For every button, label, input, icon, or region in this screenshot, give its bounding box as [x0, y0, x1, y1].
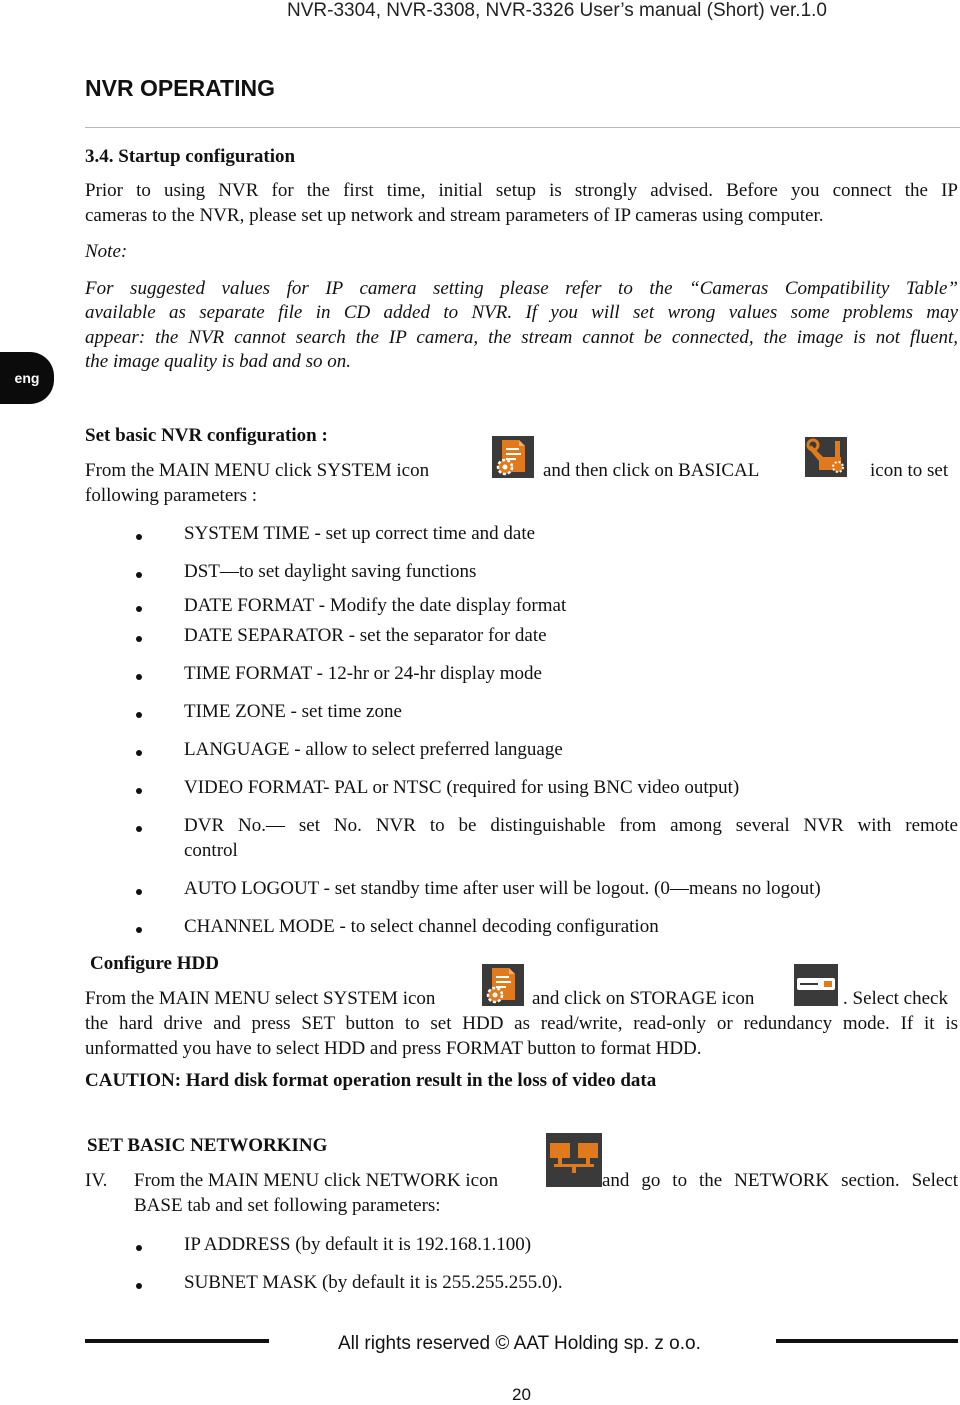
basic-config-heading: Set basic NVR configuration :: [85, 425, 328, 446]
note-line-4: the image quality is bad and so on.: [85, 351, 351, 372]
basic-tools-icon: [805, 437, 847, 477]
param-date-format: DATE FORMAT - Modify the date display format: [184, 595, 567, 616]
bullet: [136, 534, 142, 540]
network-line-1-b: and go to the NETWORK section. Select: [602, 1170, 958, 1191]
param-time-format: TIME FORMAT - 12-hr or 24-hr display mode: [184, 663, 542, 684]
basic-line-1-b: and then click on BASICAL: [543, 460, 760, 481]
basic-line-1-c: icon to set: [870, 460, 949, 481]
note-label: Note:: [85, 241, 128, 262]
footer-rule-right: [776, 1339, 958, 1343]
bullet: [136, 826, 142, 832]
note-line-2: available as separate file in CD added to NVR. If you will set wrong values some problems may: [85, 302, 958, 323]
bullet: [136, 606, 142, 612]
bullet: [136, 636, 142, 642]
param-time-zone: TIME ZONE - set time zone: [184, 701, 402, 722]
system-document-gear-icon: [492, 436, 534, 478]
bullet: [136, 712, 142, 718]
note-line-1: For suggested values for IP camera setting please refer to the “Cameras Compatibility Table”: [85, 278, 958, 299]
section-title: NVR OPERATING: [85, 75, 275, 101]
footer-rule-left: [85, 1339, 269, 1343]
param-dvr-no-cont: control: [184, 840, 238, 861]
network-numeral: IV.: [85, 1170, 108, 1191]
param-system-time: SYSTEM TIME - set up correct time and date: [184, 523, 536, 544]
basic-line-1-a: From the MAIN MENU click SYSTEM icon: [85, 460, 430, 481]
param-language: LANGUAGE - allow to select preferred language: [184, 739, 563, 760]
param-dst: DST—to set daylight saving functions: [184, 561, 477, 582]
param-dvr-no: DVR No.— set No. NVR to be distinguishable from among several NVR with remote: [184, 815, 958, 836]
startup-intro-line-1: Prior to using NVR for the first time, initial setup is strongly advised. Before you connect the IP: [85, 180, 958, 201]
hdd-line-1-b: and click on STORAGE icon: [532, 988, 755, 1009]
language-tab: eng: [0, 352, 54, 404]
bullet: [136, 788, 142, 794]
bullet: [136, 572, 142, 578]
caution-text: CAUTION: Hard disk format operation result in the loss of video data: [85, 1070, 657, 1091]
startup-intro-line-2: cameras to the NVR, please set up network and stream parameters of IP cameras using computer.: [85, 205, 824, 226]
param-subnet-mask: SUBNET MASK (by default it is 255.255.255.0).: [184, 1272, 563, 1293]
hdd-heading: Configure HDD: [90, 953, 219, 974]
network-line-1-a: From the MAIN MENU click NETWORK icon: [134, 1170, 499, 1191]
page-number: 20: [512, 1385, 531, 1404]
network-monitors-icon: [546, 1133, 602, 1187]
hdd-line-3: unformatted you have to select HDD and press FORMAT button to format HDD.: [85, 1038, 702, 1059]
param-ip-address: IP ADDRESS (by default it is 192.168.1.100): [184, 1234, 532, 1255]
startup-heading: 3.4. Startup configuration: [85, 146, 296, 167]
bullet: [136, 1245, 142, 1251]
network-line-2: BASE tab and set following parameters:: [134, 1195, 441, 1216]
running-header: NVR-3304, NVR-3308, NVR-3326 User’s manual (Short) ver.1.0: [287, 0, 827, 21]
note-line-3: appear: the NVR cannot search the IP camera, the stream cannot be connected, the image is not fluent,: [85, 327, 958, 348]
bullet: [136, 927, 142, 933]
bullet: [136, 889, 142, 895]
param-channel-mode: CHANNEL MODE - to select channel decoding configuration: [184, 916, 659, 937]
footer-copyright: All rights reserved © AAT Holding sp. z o.o.: [338, 1333, 701, 1354]
storage-hdd-icon: [794, 964, 838, 1006]
system-document-gear-icon: [482, 964, 524, 1006]
bullet: [136, 674, 142, 680]
param-video-format: VIDEO FORMAT- PAL or NTSC (required for using BNC video output): [184, 777, 740, 798]
bullet: [136, 1283, 142, 1289]
bullet: [136, 750, 142, 756]
network-heading: SET BASIC NETWORKING: [87, 1135, 328, 1156]
hdd-line-1-a: From the MAIN MENU select SYSTEM icon: [85, 988, 436, 1009]
hdd-line-1-c: . Select check: [843, 988, 948, 1009]
basic-line-2: following parameters :: [85, 485, 258, 506]
header-divider: [85, 127, 960, 128]
param-date-separator: DATE SEPARATOR - set the separator for date: [184, 625, 547, 646]
param-auto-logout: AUTO LOGOUT - set standby time after user will be logout. (0—means no logout): [184, 878, 821, 899]
hdd-line-2: the hard drive and press SET button to set HDD as read/write, read-only or redundancy mode. If it is: [85, 1013, 958, 1034]
